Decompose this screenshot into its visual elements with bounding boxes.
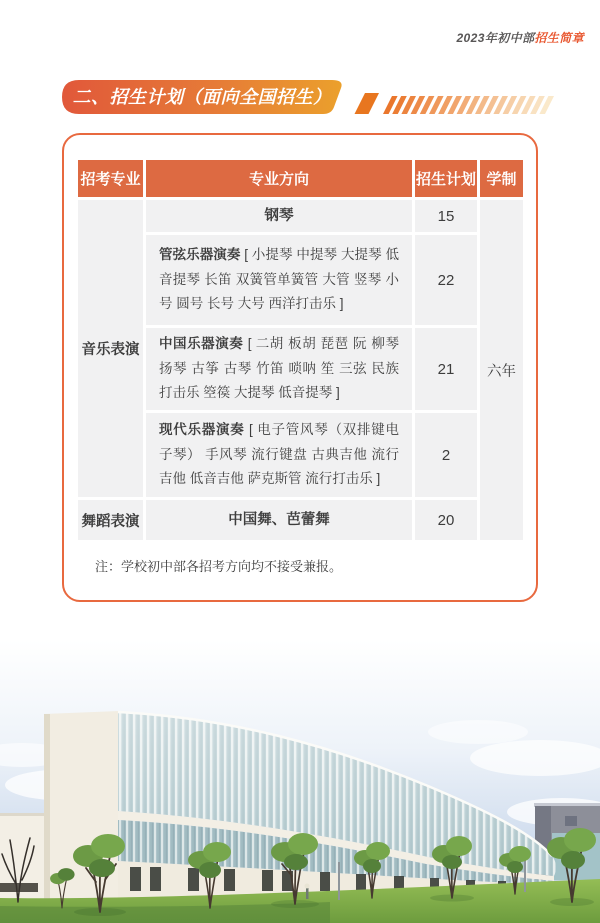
running-head-highlight: 招生简章 (534, 31, 584, 45)
cell-plan-chinese: 21 (415, 328, 477, 410)
direction-name: 中国乐器演奏 (159, 335, 244, 351)
section-banner (62, 80, 554, 114)
cell-direction-chinese (146, 328, 412, 410)
col-header-major: 招考专业 (78, 160, 143, 197)
campus-photo-graphic (0, 640, 600, 923)
banner-lead-slash (355, 93, 380, 114)
direction-detail: [ 小提琴 中提琴 大提琴 低音提琴 长笛 双簧管单簧管 大管 竖琴 小号 圆号 长号 大号 西洋打击乐 ] (159, 246, 399, 312)
direction-detail: [ 二胡 板胡 琵琶 阮 柳琴 扬琴 古筝 古琴 竹笛 唢呐 笙 三弦 民族打击乐 箜篌 大提琴 低音提琴 ] (159, 335, 399, 401)
col-header-duration: 学制 (480, 160, 523, 197)
col-header-plan: 招生计划 (415, 160, 477, 197)
running-head (456, 29, 584, 46)
cell-plan-orchestral: 22 (415, 235, 477, 325)
cell-plan-piano: 15 (415, 200, 477, 232)
direction-text (159, 418, 399, 493)
col-header-direction: 专业方向 (146, 160, 412, 197)
direction-text (159, 243, 399, 318)
admission-plan-table (78, 160, 523, 540)
section-title: 二、招生计划（面向全国招生） (72, 87, 332, 107)
direction-text: 中国舞、芭蕾舞 (228, 511, 330, 528)
table-note: 注：学校初中部各招考方向均不接受兼报。 (95, 559, 343, 574)
cell-direction-dance (146, 500, 412, 540)
direction-name: 现代乐器演奏 (159, 421, 245, 437)
annex-building (0, 813, 45, 900)
direction-name: 管弦乐器演奏 (159, 246, 241, 262)
cell-plan-modern: 2 (415, 413, 477, 497)
cell-plan-dance: 20 (415, 500, 477, 540)
cell-major-music: 音乐表演 (78, 200, 143, 497)
cell-direction-orchestral (146, 235, 412, 325)
direction-detail: [ 电子管风琴（双排键电子琴） 手风琴 流行键盘 古典吉他 流行吉他 低音吉他 萨克斯管 流行打击乐 ] (159, 421, 399, 487)
direction-text: 钢琴 (264, 207, 294, 224)
cell-direction-piano (146, 200, 412, 232)
cell-direction-modern (146, 413, 412, 497)
cell-major-dance: 舞蹈表演 (78, 500, 143, 540)
direction-text (159, 332, 399, 407)
cell-duration: 六年 (480, 200, 523, 540)
campus-photo (0, 640, 600, 923)
running-head-prefix: 2023年初中部 (456, 31, 535, 45)
banner-stripes (383, 96, 554, 114)
